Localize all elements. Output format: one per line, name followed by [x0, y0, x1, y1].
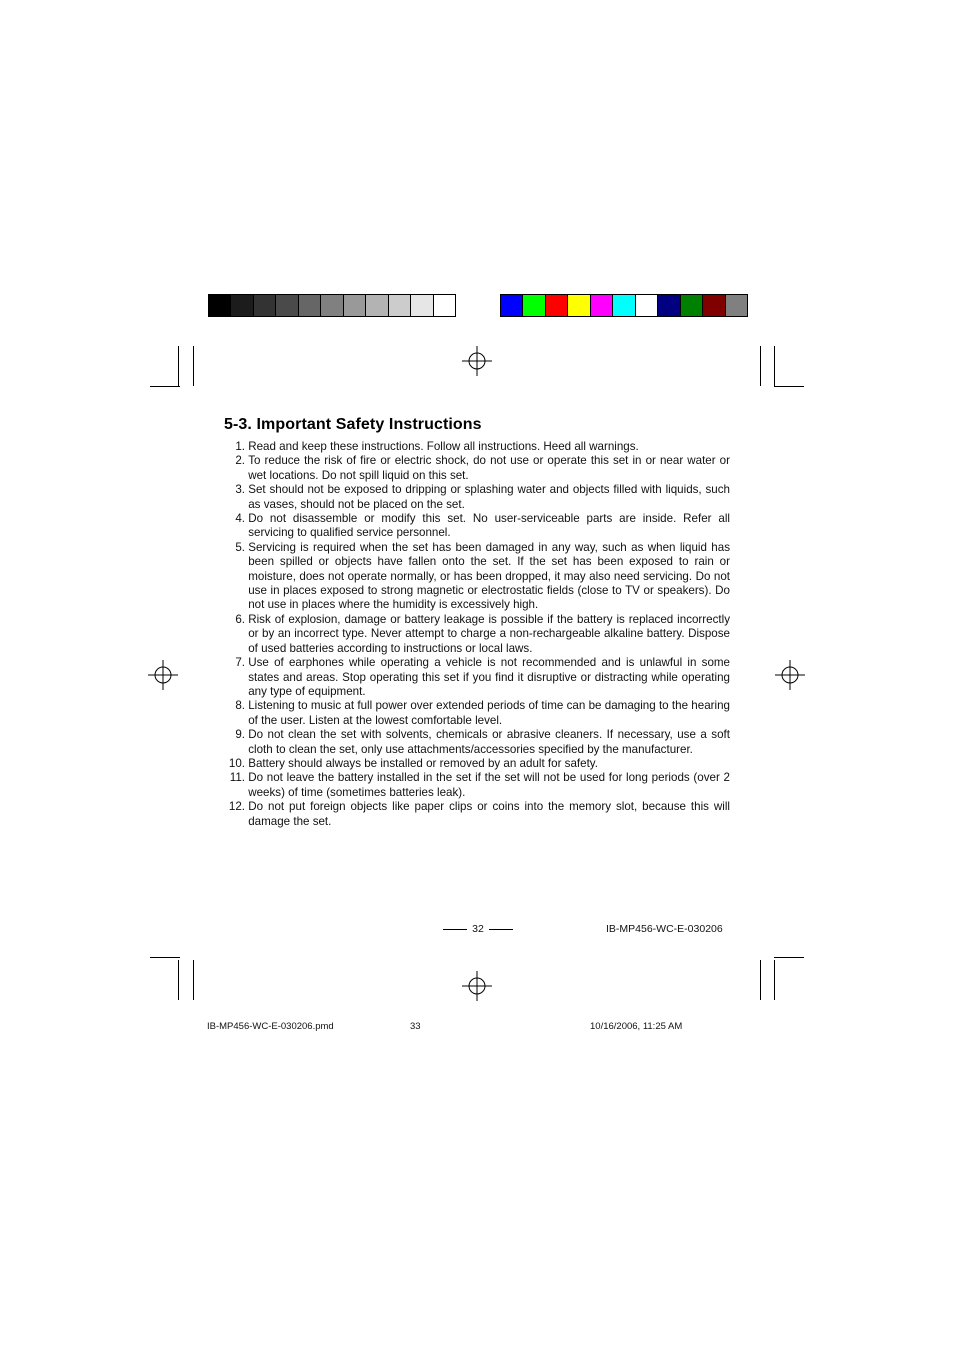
section-title: 5-3. Important Safety Instructions: [224, 416, 482, 433]
crop-mark: [193, 960, 194, 1000]
list-item: [224, 757, 730, 771]
color-swatch: [321, 295, 343, 316]
color-calibration-bar: [500, 294, 748, 317]
list-item-text: Do not disassemble or modify this set. No user-serviceable parts are inside. Refer all servicing to qualified service personnel.: [248, 512, 730, 540]
crop-mark: [774, 386, 804, 387]
list-item: [224, 699, 730, 728]
list-item-number: 7.: [235, 656, 245, 670]
crop-mark: [193, 346, 194, 386]
list-item-number: 4.: [235, 512, 245, 526]
list-item: [224, 512, 730, 541]
list-item: [224, 800, 730, 829]
list-item-number: 6.: [235, 612, 245, 626]
crop-mark: [760, 346, 761, 386]
color-swatch: [434, 295, 455, 316]
list-item-text: To reduce the risk of fire or electric shock, do not use or operate this set in or near water or wet locations. Do not spill liquid on this set.: [248, 454, 730, 482]
crop-mark: [774, 346, 775, 386]
list-item-text: Risk of explosion, damage or battery leakage is possible if the battery is replaced incorrectly or by an incorrect type. Never attempt to charge a non-rechargeable alkaline battery. Dispose of used batteries according to instructions or local laws.: [248, 612, 730, 655]
list-item-number: 1.: [235, 440, 245, 453]
instructions-list: [224, 440, 730, 829]
list-item-text: Servicing is required when the set has been damaged in any way, such as when liquid has been spilled or objects have fallen onto the set. If the set has been exposed to rain or moisture, does not operate normally, or has been dropped, it may also need servicing. Do not use in places exposed to strong magnetic or electrostatic fields (close to TV or speakers). Do not use in places where the humidity is excessively high.: [248, 540, 730, 612]
registration-target-icon: [462, 346, 492, 376]
color-swatch: [254, 295, 276, 316]
color-swatch: [591, 295, 613, 316]
color-swatch: [276, 295, 298, 316]
color-swatch: [366, 295, 388, 316]
color-swatch: [726, 295, 747, 316]
page-number-rule: [443, 929, 467, 930]
list-item-text: Read and keep these instructions. Follow all instructions. Heed all warnings.: [248, 440, 639, 453]
list-item: [224, 728, 730, 757]
grayscale-calibration-bar: [208, 294, 456, 317]
list-item-text: Do not put foreign objects like paper clips or coins into the memory slot, because this will damage the set.: [248, 800, 730, 828]
registration-target-icon: [148, 660, 178, 690]
page-number: [443, 922, 513, 936]
footer-filename: IB-MP456-WC-E-030206.pmd: [207, 1021, 334, 1032]
list-item: [224, 656, 730, 699]
list-item-text: Do not clean the set with solvents, chemicals or abrasive cleaners. If necessary, use a soft cloth to clean the set, only use attachments/accessories specified by the manufacturer.: [248, 728, 730, 756]
color-swatch: [636, 295, 658, 316]
color-swatch: [568, 295, 590, 316]
list-item-number: 2.: [235, 454, 245, 468]
color-swatch: [501, 295, 523, 316]
list-item-text: Use of earphones while operating a vehicle is not recommended and is unlawful in some states and areas. Stop operating this set if you find it disruptive or distracting while operating any type of equipment.: [248, 656, 730, 698]
list-item: [224, 613, 730, 656]
list-item: [224, 483, 730, 512]
list-item-text: Set should not be exposed to dripping or splashing water and objects filled with liquids, such as vases, should not be placed on the set.: [248, 483, 730, 511]
list-item-number: 8.: [235, 699, 245, 713]
page-number-value: 32: [472, 923, 484, 935]
list-item-text: Listening to music at full power over extended periods of time can be damaging to the hearing of the user. Listen at the lowest comfortable level.: [248, 699, 730, 727]
registration-target-icon: [775, 660, 805, 690]
list-item-text: Do not leave the battery installed in the set if the set will not be used for long periods (over 2 weeks) of time (sometimes batteries leak).: [248, 771, 730, 799]
crop-mark: [774, 960, 775, 1000]
list-item: [224, 541, 730, 613]
color-swatch: [681, 295, 703, 316]
footer-sheet: 33: [410, 1021, 421, 1032]
color-swatch: [546, 295, 568, 316]
crop-mark: [178, 960, 179, 1000]
crop-mark: [760, 960, 761, 1000]
color-swatch: [523, 295, 545, 316]
list-item: [224, 771, 730, 800]
color-swatch: [299, 295, 321, 316]
page-number-rule: [489, 929, 513, 930]
list-item-number: 10.: [228, 756, 245, 770]
crop-mark: [178, 346, 179, 386]
safety-instructions-section: [224, 416, 730, 829]
list-item-number: 9.: [235, 728, 245, 742]
list-item-text: Battery should always be installed or removed by an adult for safety.: [248, 756, 598, 770]
document-id: IB-MP456-WC-E-030206: [606, 923, 723, 935]
list-item-number: 12.: [228, 800, 245, 814]
color-swatch: [209, 295, 231, 316]
crop-mark: [774, 957, 804, 958]
footer-datetime: 10/16/2006, 11:25 AM: [590, 1021, 683, 1032]
registration-target-icon: [462, 971, 492, 1001]
list-item: [224, 440, 730, 454]
list-item-number: 5.: [235, 540, 245, 554]
color-swatch: [658, 295, 680, 316]
list-item-number: 11.: [229, 771, 245, 785]
list-item: [224, 454, 730, 483]
color-swatch: [389, 295, 411, 316]
crop-mark: [150, 386, 180, 387]
color-swatch: [613, 295, 635, 316]
color-swatch: [344, 295, 366, 316]
color-swatch: [231, 295, 253, 316]
list-item-number: 3.: [235, 483, 245, 497]
color-swatch: [703, 295, 725, 316]
color-swatch: [411, 295, 433, 316]
crop-mark: [150, 957, 180, 958]
